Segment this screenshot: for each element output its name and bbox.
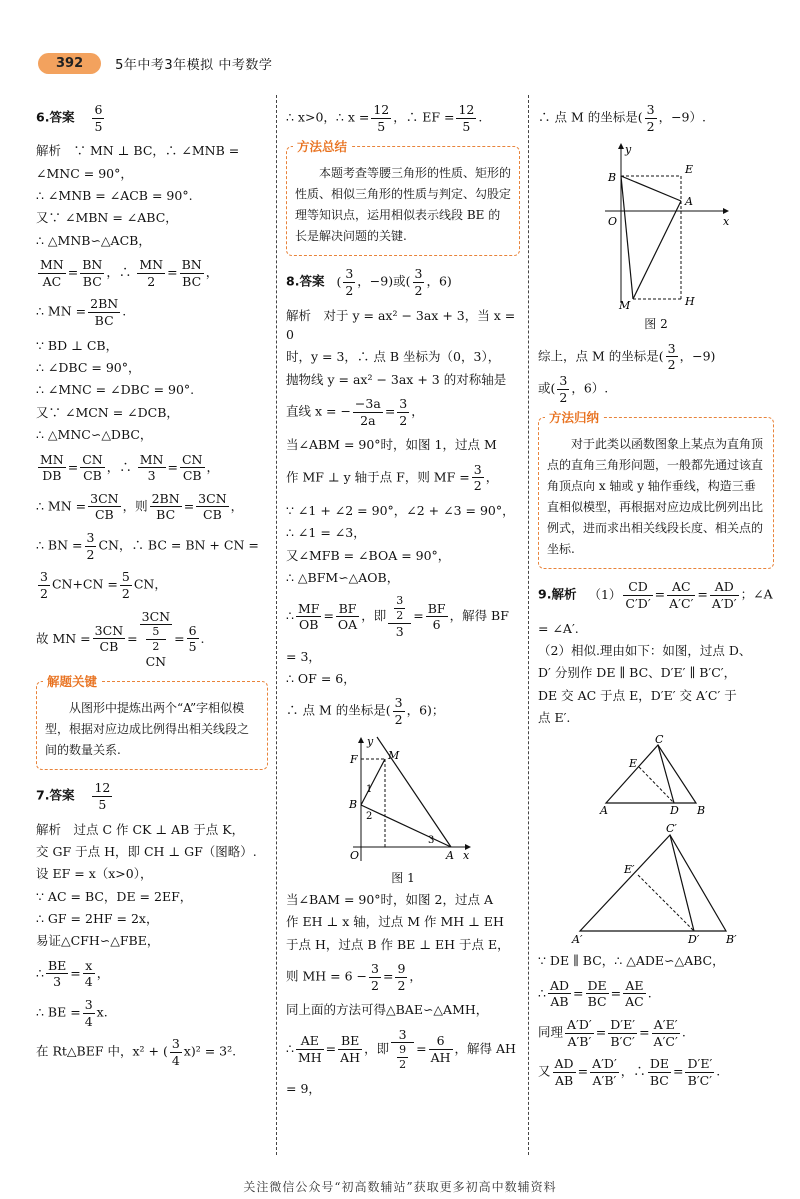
svg-text:E: E [629,757,638,771]
figure-1-caption: 图 1 [391,870,415,885]
svg-text:F: F [350,752,358,766]
figure-2 [581,141,731,311]
page-number: 392 [38,53,101,74]
svg-text:B: B [349,797,358,811]
column-divider [528,95,529,1155]
svg-text:B: B [697,804,706,816]
svg-text:x: x [463,848,470,862]
q9-eq4: 又 $\frac{AD}{AB}$ = $\frac{A'D'}{A'B'}$ ，∴ $\frac{DE}{BC}$ = $\frac{D'E'}{B'C'}$ . [538,1056,721,1088]
svg-text:x: x [723,215,730,229]
q8-lines3: ∵ ∠1 + ∠2 = 90°，∠2 + ∠3 = 90°， ∴ ∠1 = ∠3， 又∠MFB = ∠BOA = 90°， ∴ △BFM∽△AOB， [286,502,515,585]
svg-text:A: A [685,195,693,209]
q6-answer: 6.答案 $\frac{6}{5}$ [36,102,103,134]
q9-eq1: 9.解析 （1） $\frac{CD}{C'D'}$ = $\frac{AC}{A'C'}$ = $\frac{AD}{A'D'}$ ；∠A [538,579,773,611]
q6-eq5: ∴ BN = $\frac{3}{2}$ CN，∴ BC = BN + CN = [36,530,259,562]
q6-lines: 解析 ∵ MN ⊥ BC，∴ ∠MNB = ∠MNC = 90°， ∴ ∠MNB = ∠ACB = 90°. 又∵ ∠MBN = ∠ABC， ∴ △MNB∽△ACB， [36,143,240,248]
svg-text:A: A [600,804,608,816]
svg-text:E′: E′ [624,863,635,877]
svg-text:y: y [625,143,632,157]
q6-eq7: 故 MN = $\frac{3CN}{CB}$ = 3CN 5 2 CN = $\frac{6}{5}$ . [36,608,205,669]
tip-box-text: 本题考查等腰三角形的性质、矩形的性质、相似三角形的性质与判定、勾股定理等知识点，运用相似表示线段 BE 的长是解决问题的关键. [295,166,512,244]
tip-box-title: 解题关键 [43,671,101,693]
q8-summary: 综上，点 M 的坐标是( $\frac{3}{2}$ ，−9) 或( $\frac{3}{2}$ ，6）. [538,340,716,405]
svg-text:O: O [350,848,360,862]
svg-text:1: 1 [366,783,373,795]
q6-eq3: $\frac{MN}{DB}$ = $\frac{CN}{CB}$ ，∴ $\frac{MN}{3}$ = $\frac{CN}{CB}$ ， [40,451,220,484]
q8-eq2: ∴ $\frac{AE}{MH}$ = $\frac{BE}{AH}$ ，即 3 9 2 = $\frac{6}{AH}$ ，解得 AH [286,1026,516,1072]
figure-4-triangle-a1b1c1 [566,821,746,945]
q7-answer: 7.答案 $\frac{12}{5}$ [36,780,111,812]
q6-eq2: ∴ MN = $\frac{2BN}{BC}$ . [36,296,127,328]
svg-text:B′: B′ [726,933,737,946]
q6-eq4: ∴ MN = $\frac{3CN}{CB}$ ，则 $\frac{2BN}{BC}$ = $\frac{3CN}{CB}$ ， [36,490,244,523]
q7-eq2: ∴ BE = $\frac{3}{4}$ x. [36,997,108,1029]
svg-text:D′: D′ [688,933,700,946]
footer-note: 关注微信公众号“初高数辅站”获取更多初高中数辅资料 [243,1180,557,1194]
svg-text:2: 2 [366,810,373,822]
tip-box-text: 对于此类以函数图象上某点为直角顶点的直角三角形问题，一般都先通过该直角顶点向 x 轴或 y 轴作垂线，构造三垂直相似模型，再根据对应边成比例列出比例式，进而求出相关线段长度、相关点的坐标. [547,437,764,557]
q8-lines: 解析 对于 y = ax² − 3ax + 3，当 x = 0 时，y = 3，∴ 点 B 坐标为（0，3）， 抛物线 y = ax² − 3ax + 3 的对称轴是 [286,307,516,387]
q8-mh: 则 MH = 6 − $\frac{3}{2}$ = $\frac{9}{2}$ ， [286,961,422,993]
column-right [538,95,774,1165]
q8-eq1: ∴ $\frac{MF}{OB}$ = $\frac{BF}{OA}$ ，即 3 2 3 = $\frac{BF}{6}$ ，解得 BF [286,594,509,639]
book-title: 5年中考3年模拟 中考数学 [115,57,273,73]
q8-case1: 当∠ABM = 90°时，如图 1，过点 M [286,437,497,453]
figure-3-triangle-abc [596,733,716,815]
q9-eq3: 同理 $\frac{A'D'}{A'B'}$ = $\frac{D'E'}{B'C'}$ = $\frac{A'E'}{A'C'}$ . [538,1017,686,1049]
svg-text:A: A [446,848,454,862]
tip-box-summary [286,139,520,256]
column-divider [276,95,277,1155]
svg-text:E: E [685,163,694,177]
q7-lines: 解析 过点 C 作 CK ⊥ AB 于点 K， 交 GF 于点 H，即 CH ⊥ GF（图略）. 设 EF = x（x>0）， ∵ AC = BC，DE = 2EF， ∴ GF = 2HF = 2x， 易证△CFH∽△FBE， [36,821,257,949]
q9-eq2: ∴ $\frac{AD}{AB}$ = $\frac{DE}{BC}$ = $\frac{AE}{AC}$ . [538,977,652,1010]
svg-text:C: C [655,733,664,747]
svg-text:y: y [367,734,374,748]
q8-m1: ∴ 点 M 的坐标是( $\frac{3}{2}$ ，6)； [286,695,445,727]
svg-text:A′: A′ [572,933,583,946]
q6-lines2: ∵ BD ⊥ CB， ∴ ∠DBC = 90°， ∴ ∠MNC = ∠DBC = 90°. 又∵ ∠MCN = ∠DCB， ∴ △MNC∽△DBC， [36,337,195,443]
q8-lines5: 当∠BAM = 90°时，如图 2，过点 A 作 EH ⊥ x 轴，过点 M 作 MH ⊥ EH 于点 H，过点 B 作 BE ⊥ EH 于点 E， [286,892,510,952]
figure-1 [333,735,473,865]
tip-box-text: 从图形中提炼出两个“A”字相似模型，根据对应边成比例得出相关线段之间的数量关系. [45,701,250,758]
q7-eq3: 在 Rt△BEF 中，x² + ( $\frac{3}{4}$ x)² = 3². [36,1036,237,1068]
q8-answer: 8.答案 ( $\frac{3}{2}$ ，−9)或( $\frac{3}{2}$ ，6) [286,266,452,298]
column-middle [286,95,520,1165]
svg-text:H: H [685,295,695,309]
q8-lines4: = 3， ∴ OF = 6， [286,648,356,686]
page-header [38,50,272,76]
svg-text:D: D [670,804,679,816]
tip-box-method [538,410,774,569]
tip-box-title: 方法归纳 [545,407,603,429]
svg-text:M: M [619,299,631,312]
q8-similar: 同上面的方法可得△BAE∽△AMH， [286,1002,489,1018]
svg-text:M: M [388,748,400,762]
q9-parallel: ∵ DE ∥ BC，∴ △ADE∽△ABC， [538,953,725,969]
svg-text:C′: C′ [666,822,677,836]
q8-axis: 直线 x = − $\frac{-3a}{2a}$ = $\frac{3}{2}$ ， [286,396,424,428]
column-left [36,95,268,1165]
q6-eq1: $\frac{MN}{AC}$ = $\frac{BN}{BC}$ ，∴ $\frac{MN}{2}$ = $\frac{BN}{BC}$ ， [40,257,219,289]
q8-m2: ∴ 点 M 的坐标是( $\frac{3}{2}$ ，−9）. [538,102,706,134]
q9-lines: = ∠A′. （2）相似.理由如下：如图，过点 D、 D′ 分别作 DE ∥ BC、D′E′ ∥ B′C′， DE 交 AC 于点 E，D′E′ 交 A′C′ 于 点 E′. [538,620,752,726]
svg-text:O: O [608,215,618,229]
tip-box-key [36,674,268,770]
q8-last: = 9， [286,1080,321,1096]
q7-continued: ∴ x>0，∴ x = $\frac{12}{5}$ ，∴ EF = $\frac{12}{5}$ . [286,102,483,134]
svg-text:3: 3 [428,834,435,846]
q6-eq6: $\frac{3}{2}$ CN+CN = $\frac{5}{2}$ CN， [40,569,167,601]
tip-box-title: 方法总结 [293,136,351,158]
q7-eq1: ∴ $\frac{BE}{3}$ = $\frac{x}{4}$ ， [36,957,110,990]
svg-text:B: B [608,171,617,185]
q8-mf: 作 MF ⊥ y 轴于点 F，则 MF = $\frac{3}{2}$ ， [286,461,499,494]
figure-2-caption: 图 2 [644,317,668,332]
